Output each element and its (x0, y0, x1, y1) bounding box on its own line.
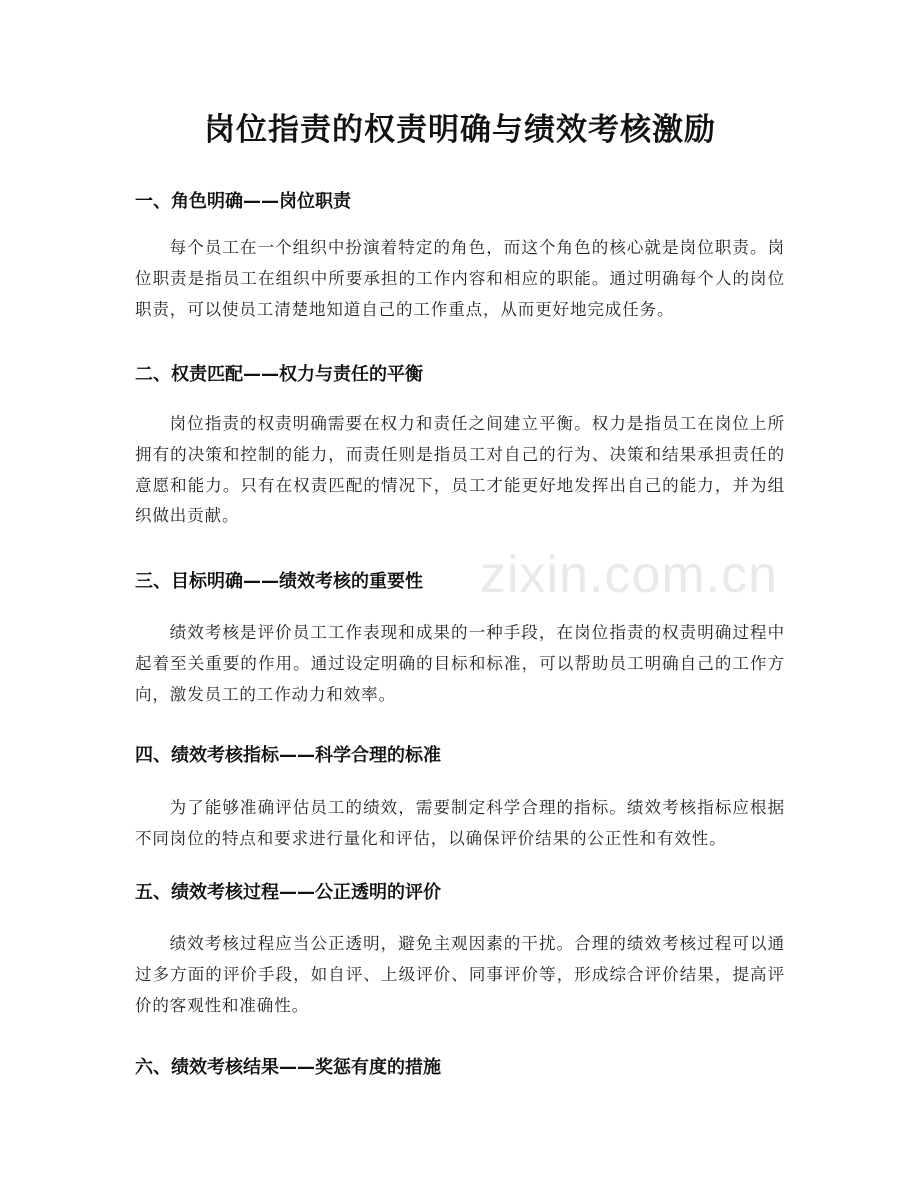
section-body-5: 绩效考核过程应当公正透明，避免主观因素的干扰。合理的绩效考核过程可以通过多方面的评价手段，如自评、上级评价、同事评价等，形成综合评价结果，提高评价的客观性和准确性。 (135, 934, 785, 1015)
document-title: 岗位指责的权责明确与绩效考核激励 (204, 112, 716, 148)
section-heading-6: 六、绩效考核结果——奖惩有度的措施 (135, 1057, 441, 1078)
section-heading-5: 五、绩效考核过程——公正透明的评价 (135, 882, 441, 903)
section-heading-1: 一、角色明确——岗位职责 (135, 191, 351, 212)
section-body-3: 绩效考核是评价员工工作表现和成果的一种手段，在岗位指责的权责明确过程中起着至关重要的作用。通过设定明确的目标和标准，可以帮助员工明确自己的工作方向，激发员工的工作动力和效率。 (135, 623, 785, 704)
section-body-4: 为了能够准确评估员工的绩效，需要制定科学合理的指标。绩效考核指标应根据不同岗位的特点和要求进行量化和评估，以确保评价结果的公正性和有效性。 (135, 798, 785, 848)
section-heading-2: 二、权责匹配——权力与责任的平衡 (135, 364, 423, 385)
section-heading-4: 四、绩效考核指标——科学合理的标准 (135, 745, 441, 766)
section-heading-3: 三、目标明确——绩效考核的重要性 (135, 571, 423, 592)
section-body-1: 每个员工在一个组织中扮演着特定的角色，而这个角色的核心就是岗位职责。岗位职责是指员工在组织中所要承担的工作内容和相应的职能。通过明确每个人的岗位职责，可以使员工清楚地知道自己的工作重点，从而更好地完成任务。 (135, 238, 785, 319)
section-body-2: 岗位指责的权责明确需要在权力和责任之间建立平衡。权力是指员工在岗位上所拥有的决策和控制的能力，而责任则是指员工对自己的行为、决策和结果承担责任的意愿和能力。只有在权责匹配的情况下，员工才能更好地发挥出自己的能力，并为组织做出贡献。 (135, 414, 785, 526)
watermark-text: zixin.com.cn (480, 546, 779, 604)
